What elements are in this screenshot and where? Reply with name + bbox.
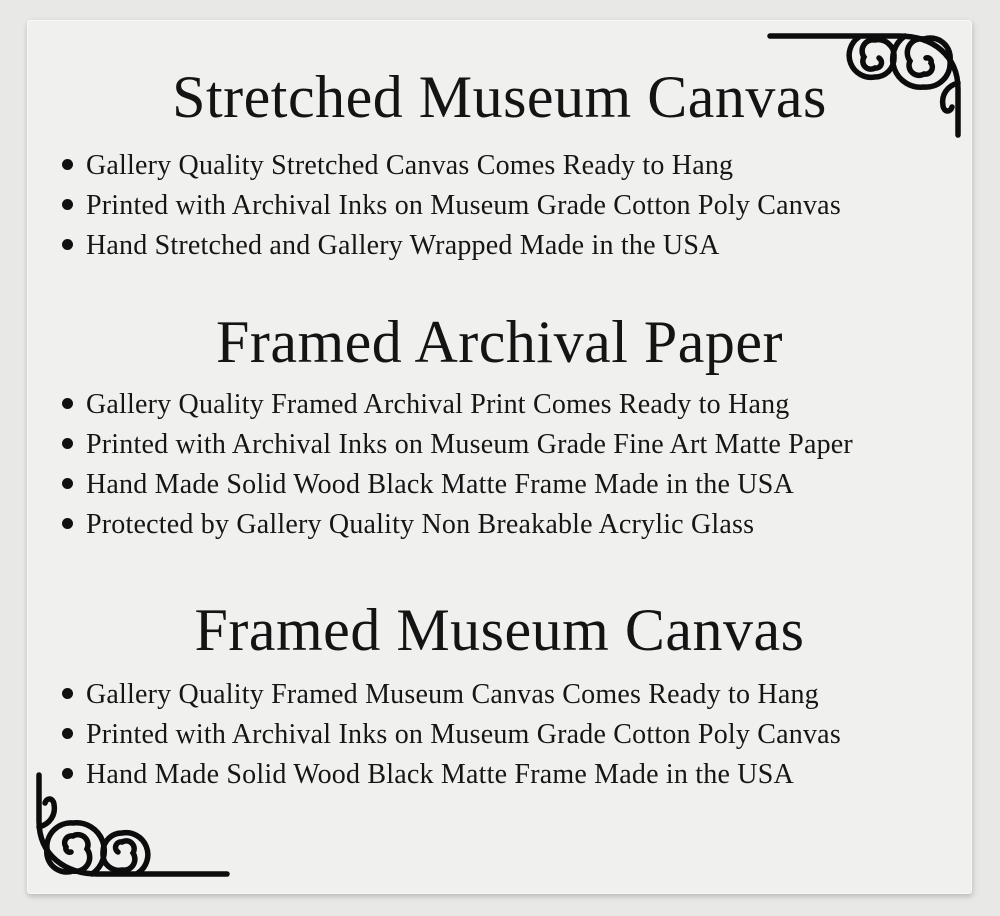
bullet-dot-icon <box>62 199 73 210</box>
section-title: Framed Museum Canvas <box>194 597 805 663</box>
bullet-text: Hand Made Solid Wood Black Matte Frame Made in the USA <box>86 759 794 790</box>
bullet-dot-icon <box>62 398 73 409</box>
section-stretched-museum-canvas <box>28 62 971 266</box>
bullet-dot-icon <box>62 728 73 739</box>
list-item <box>62 715 971 755</box>
section-framed-archival-paper <box>28 307 971 545</box>
section-title: Framed Archival Paper <box>216 309 783 375</box>
bullet-text: Printed with Archival Inks on Museum Grade Cotton Poly Canvas <box>86 719 841 750</box>
list-item <box>62 505 971 545</box>
bullet-dot-icon <box>62 438 73 449</box>
bullet-text: Protected by Gallery Quality Non Breakable Acrylic Glass <box>86 509 755 540</box>
flourish-small-spiral <box>103 833 148 873</box>
bullet-list <box>28 675 971 795</box>
bullet-text: Printed with Archival Inks on Museum Grade Fine Art Matte Paper <box>86 429 853 460</box>
bullet-dot-icon <box>62 159 73 170</box>
list-item <box>62 425 971 465</box>
list-item <box>62 226 971 266</box>
bullet-text: Hand Stretched and Gallery Wrapped Made in the USA <box>86 230 720 261</box>
list-item <box>62 465 971 505</box>
list-item <box>62 186 971 226</box>
flourish-tendril <box>39 799 54 827</box>
bullet-dot-icon <box>62 478 73 489</box>
bullet-dot-icon <box>62 768 73 779</box>
bullet-dot-icon <box>62 688 73 699</box>
bullet-text: Gallery Quality Stretched Canvas Comes Ready to Hang <box>86 150 734 181</box>
section-title: Stretched Museum Canvas <box>172 64 827 130</box>
list-item <box>62 146 971 186</box>
bullet-dot-icon <box>62 239 73 250</box>
bullet-text: Printed with Archival Inks on Museum Grade Cotton Poly Canvas <box>86 190 841 221</box>
flourish-large-spiral <box>47 823 105 874</box>
bullet-text: Hand Made Solid Wood Black Matte Frame Made in the USA <box>86 469 794 500</box>
list-item <box>62 385 971 425</box>
page <box>0 20 1000 916</box>
section-framed-museum-canvas <box>28 595 971 795</box>
product-description-card <box>27 20 972 894</box>
bullet-text: Gallery Quality Framed Museum Canvas Comes Ready to Hang <box>86 679 819 710</box>
list-item <box>62 755 971 795</box>
bullet-text: Gallery Quality Framed Archival Print Comes Ready to Hang <box>86 389 790 420</box>
bullet-dot-icon <box>62 518 73 529</box>
bullet-list <box>28 385 971 545</box>
bullet-list <box>28 146 971 266</box>
list-item <box>62 675 971 715</box>
